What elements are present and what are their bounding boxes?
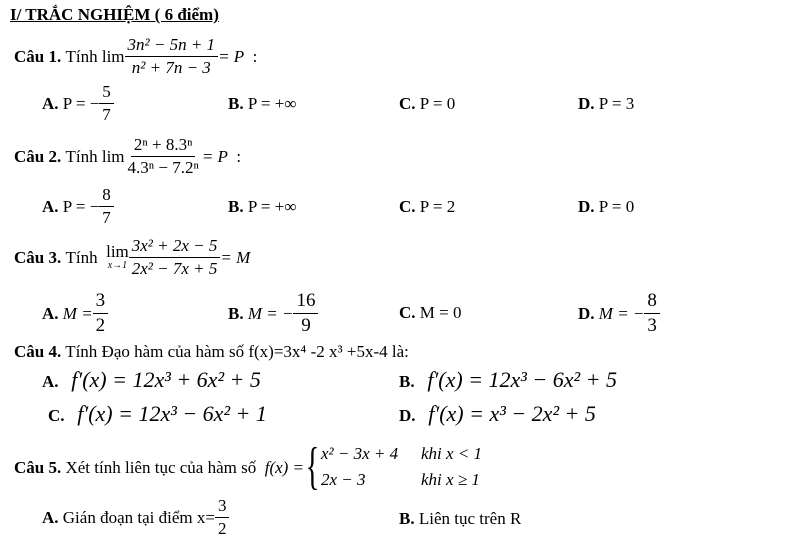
limit-fraction: $\frac{\text{3n² − 5n + 1}}{\text{n² + 7n − 3}}$ [125,36,219,77]
option-a[interactable]: A. P = − $\frac{8}{7}$ [42,186,114,226]
question-label: Câu 1. [14,46,62,66]
question-1: Câu 1. Tính lim $\frac{\text{3n² − 5n + 1}}{\text{n² + 7n − 3}}$ = P : [14,34,258,77]
option-a[interactable]: A. Gián đoạn tại điểm x= $\frac{3}{2}$ [42,496,229,538]
option-c[interactable]: C. P = 0 [399,94,456,113]
question-prompt: Tính [65,46,98,66]
question-label: Câu 2. [14,146,62,166]
question-3 [14,235,250,279]
left-brace: { [305,438,320,495]
limit-operator: lim x→1 [106,242,129,271]
question-prompt: Tính [65,247,98,267]
question-label: Câu 4. [14,342,62,361]
equation-rhs: = M [220,247,251,267]
option-b[interactable]: B. P = +∞ [228,94,297,113]
limit-fraction: $\frac{\text{2ⁿ + 8.3ⁿ}}{\text{4.3ⁿ − 7.2ⁿ}}$ [127,134,199,177]
piecewise-cases: x² − 3x + 4 khi x < 1 2x − 3 khi x ≥ 1 [321,443,483,489]
option-a[interactable]: A. P = − $\frac{5}{7}$ [42,83,114,123]
option-d[interactable]: D. f′(x) = x³ − 2x² + 5 [399,401,596,426]
question-5 [14,438,482,496]
function-name: f(x) = [264,457,305,477]
question-2: Câu 2. Tính lim $\frac{\text{2ⁿ + 8.3ⁿ}}{\text{4.3ⁿ − 7.2ⁿ}}$ = P : [14,134,242,177]
limit-operator: lim [101,146,125,166]
option-d[interactable]: D. P = 0 [578,197,635,216]
option-d[interactable]: D. M = − $\frac{8}{3}$ [578,290,660,336]
equation-rhs: = P [218,46,245,66]
option-a[interactable]: A. f′(x) = 12x³ + 6x² + 5 [42,367,261,392]
question-prompt: Xét tính liên tục của hàm số [65,457,257,477]
option-d[interactable]: D. P = 3 [578,94,635,113]
question-prompt: Tính [65,146,98,166]
question-prompt: Tính Đạo hàm của hàm số f(x)=3x⁴ -2 x³ +5x-4 là: [65,342,409,361]
option-a[interactable]: A. M = $\frac{3}{2}$ [42,290,108,336]
option-b[interactable]: B. M = − $\frac{16}{9}$ [228,290,318,336]
limit-operator: lim [101,46,125,66]
option-b[interactable]: B. f′(x) = 12x³ − 6x² + 5 [399,367,617,392]
option-b[interactable]: B. Liên tục trên R [399,509,522,528]
equation-rhs: = P [201,146,228,166]
section-title: I/ TRẮC NGHIỆM ( 6 điểm) [10,5,219,24]
option-b[interactable]: B. P = +∞ [228,197,297,216]
question-4 [14,343,409,360]
question-label: Câu 5. [14,457,62,477]
option-c[interactable]: C. f′(x) = 12x³ − 6x² + 1 [48,401,267,426]
limit-fraction: $\frac{\text{3x² + 2x − 5}}{\text{2x² − 7x + 5}}$ [129,237,221,278]
question-label: Câu 3. [14,247,62,267]
option-c[interactable]: C. M = 0 [399,303,462,322]
option-c[interactable]: C. P = 2 [399,197,456,216]
